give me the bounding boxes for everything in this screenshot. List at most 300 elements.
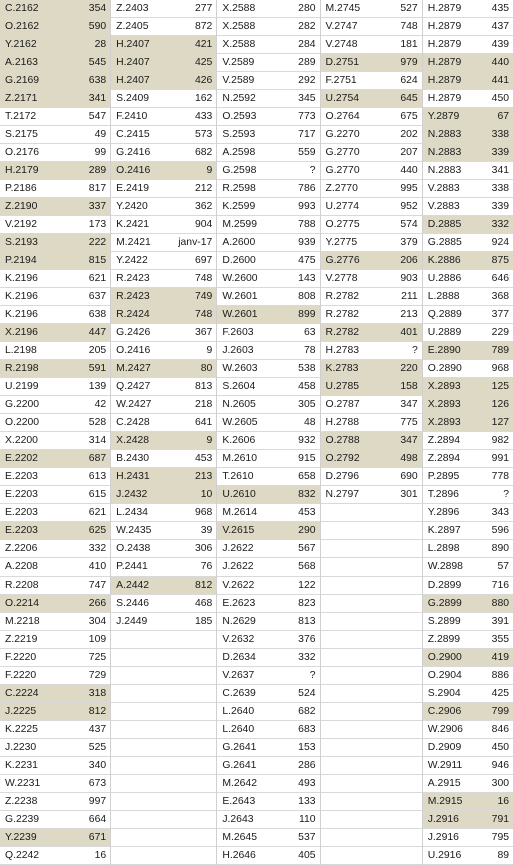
cell-identifier[interactable]: O.2593 [222, 111, 257, 123]
cell-value[interactable]: 823 [298, 597, 316, 609]
cell-value[interactable]: 658 [298, 471, 316, 483]
cell-identifier[interactable]: P.2895 [427, 471, 460, 483]
cell-value[interactable]: 110 [298, 813, 316, 825]
cell-value[interactable]: 717 [298, 129, 316, 141]
cell-identifier[interactable]: K.2606 [222, 435, 256, 447]
cell-identifier[interactable]: S.2175 [5, 129, 38, 141]
cell-identifier[interactable]: D.2751 [325, 57, 360, 69]
cell-identifier[interactable]: T.2610 [222, 471, 254, 483]
cell-value[interactable]: 133 [298, 795, 316, 807]
cell-value[interactable]: 301 [400, 489, 418, 501]
cell-value[interactable]: 786 [298, 183, 316, 195]
cell-value[interactable]: 596 [491, 525, 510, 537]
cell-value[interactable]: 345 [298, 93, 316, 105]
cell-value[interactable]: 158 [400, 381, 418, 393]
cell-identifier[interactable]: O.2787 [325, 399, 360, 411]
cell-identifier[interactable]: H.2879 [427, 93, 462, 105]
cell-identifier[interactable]: R.2423 [116, 273, 150, 285]
cell-identifier[interactable]: W.2435 [116, 525, 152, 537]
cell-value[interactable]: 453 [298, 507, 316, 519]
cell-value[interactable]: 773 [298, 111, 316, 123]
cell-identifier[interactable]: K.2231 [5, 759, 38, 771]
cell-identifier[interactable]: T.2896 [427, 489, 459, 501]
cell-value[interactable]: 725 [88, 651, 107, 663]
cell-identifier[interactable]: N.2883 [427, 165, 462, 177]
cell-identifier[interactable]: M.2421 [116, 237, 151, 249]
cell-identifier[interactable]: R.2782 [325, 309, 360, 321]
cell-value[interactable]: 453 [194, 453, 213, 465]
cell-value[interactable]: 493 [298, 777, 316, 789]
cell-value[interactable]: 305 [298, 399, 316, 411]
cell-value[interactable]: 76 [200, 561, 213, 573]
cell-identifier[interactable]: P.2186 [5, 183, 37, 195]
cell-identifier[interactable]: M.2218 [5, 615, 40, 627]
cell-identifier[interactable]: J.2622 [222, 561, 254, 573]
cell-value[interactable]: 338 [491, 183, 510, 195]
cell-identifier[interactable]: F.2603 [222, 327, 254, 339]
cell-value[interactable]: 220 [400, 363, 418, 375]
cell-identifier[interactable]: S.2604 [222, 381, 256, 393]
cell-identifier[interactable]: J.2230 [5, 741, 37, 753]
cell-value[interactable]: 125 [491, 381, 510, 393]
cell-identifier[interactable]: H.2646 [222, 849, 256, 861]
cell-identifier[interactable]: B.2430 [116, 453, 150, 465]
cell-value[interactable]: 218 [194, 399, 213, 411]
cell-value[interactable]: 143 [298, 273, 316, 285]
cell-value[interactable]: 748 [194, 309, 213, 321]
cell-value[interactable]: 697 [194, 255, 213, 267]
cell-value[interactable]: 127 [491, 417, 510, 429]
cell-value[interactable]: 527 [400, 3, 418, 14]
cell-value[interactable]: 749 [194, 291, 213, 303]
cell-identifier[interactable]: N.2592 [222, 93, 256, 105]
cell-identifier[interactable]: G.2598 [222, 165, 257, 177]
cell-identifier[interactable]: S.2409 [116, 93, 150, 105]
cell-value[interactable]: 229 [491, 327, 510, 339]
cell-identifier[interactable]: N.2883 [427, 147, 462, 159]
cell-value[interactable]: 791 [491, 813, 510, 825]
cell-value[interactable]: 78 [303, 345, 316, 357]
cell-value[interactable]: 122 [298, 579, 316, 591]
cell-identifier[interactable]: Z.2894 [427, 435, 461, 447]
cell-value[interactable]: 289 [298, 57, 316, 69]
cell-value[interactable]: 682 [194, 147, 213, 159]
cell-identifier[interactable]: J.2916 [427, 813, 459, 825]
cell-value[interactable]: 185 [194, 615, 213, 627]
cell-value[interactable]: 282 [298, 21, 316, 33]
cell-identifier[interactable]: S.2446 [116, 597, 150, 609]
cell-value[interactable]: 377 [491, 309, 510, 321]
cell-value[interactable]: 450 [491, 93, 510, 105]
cell-value[interactable]: 778 [491, 471, 510, 483]
cell-identifier[interactable]: E.2203 [5, 471, 38, 483]
cell-identifier[interactable]: G.2426 [116, 327, 151, 339]
cell-identifier[interactable]: C.2162 [5, 3, 39, 14]
cell-value[interactable]: 574 [400, 219, 418, 231]
cell-identifier[interactable]: P.2441 [116, 561, 148, 573]
cell-identifier[interactable]: C.2224 [5, 687, 39, 699]
cell-value[interactable]: 952 [400, 201, 418, 213]
cell-value[interactable]: 637 [88, 291, 107, 303]
cell-value[interactable]: 332 [298, 651, 316, 663]
cell-value[interactable]: 139 [88, 381, 107, 393]
cell-value[interactable]: 213 [194, 471, 213, 483]
cell-value[interactable]: 437 [88, 723, 107, 735]
cell-identifier[interactable]: H.2879 [427, 3, 462, 14]
cell-value[interactable]: 573 [194, 129, 213, 141]
cell-value[interactable]: 289 [88, 165, 107, 177]
cell-identifier[interactable]: L.2198 [5, 345, 37, 357]
cell-identifier[interactable]: V.2748 [325, 39, 358, 51]
cell-identifier[interactable]: N.2629 [222, 615, 256, 627]
cell-identifier[interactable]: W.2898 [427, 561, 463, 573]
cell-identifier[interactable]: Q.2889 [427, 309, 462, 321]
cell-identifier[interactable]: L.2640 [222, 723, 255, 735]
cell-identifier[interactable]: K.2196 [5, 273, 38, 285]
cell-identifier[interactable]: X.2428 [116, 435, 150, 447]
cell-identifier[interactable]: Z.2206 [5, 543, 38, 555]
cell-value[interactable]: 993 [298, 201, 316, 213]
cell-value[interactable]: 788 [298, 219, 316, 231]
cell-value[interactable]: 206 [400, 255, 418, 267]
cell-value[interactable]: 817 [88, 183, 107, 195]
cell-value[interactable]: 332 [491, 219, 510, 231]
cell-identifier[interactable]: W.2601 [222, 291, 258, 303]
cell-identifier[interactable]: R.2423 [116, 291, 150, 303]
cell-identifier[interactable]: V.2632 [222, 633, 255, 645]
cell-identifier[interactable]: R.2598 [222, 183, 256, 195]
cell-value[interactable]: 338 [491, 129, 510, 141]
cell-identifier[interactable]: Y.2162 [5, 39, 37, 51]
cell-identifier[interactable]: V.2637 [222, 669, 255, 681]
cell-value[interactable]: 458 [298, 381, 316, 393]
cell-identifier[interactable]: W.2601 [222, 309, 258, 321]
cell-value[interactable]: 886 [491, 669, 510, 681]
cell-identifier[interactable]: Y.2879 [427, 111, 460, 123]
cell-value[interactable]: ? [411, 345, 418, 357]
cell-identifier[interactable]: U.2754 [325, 93, 360, 105]
cell-value[interactable]: 440 [491, 57, 510, 69]
cell-identifier[interactable]: L.2434 [116, 507, 148, 519]
cell-identifier[interactable]: Y.2420 [116, 201, 148, 213]
cell-value[interactable]: 939 [298, 237, 316, 249]
cell-identifier[interactable]: X.2200 [5, 435, 38, 447]
cell-identifier[interactable]: H.2783 [325, 345, 360, 357]
cell-value[interactable]: 815 [88, 255, 107, 267]
cell-identifier[interactable]: X.2893 [427, 399, 461, 411]
cell-identifier[interactable]: R.2424 [116, 309, 150, 321]
cell-value[interactable]: 813 [194, 381, 213, 393]
cell-identifier[interactable]: K.2886 [427, 255, 461, 267]
cell-value[interactable]: 613 [88, 471, 107, 483]
cell-value[interactable]: 63 [303, 327, 316, 339]
cell-identifier[interactable]: W.2906 [427, 723, 463, 735]
cell-value[interactable]: 391 [491, 615, 510, 627]
cell-identifier[interactable]: L.2898 [427, 543, 460, 555]
cell-value[interactable]: 547 [88, 111, 107, 123]
cell-identifier[interactable]: M.2642 [222, 777, 257, 789]
cell-identifier[interactable]: S.2904 [427, 687, 461, 699]
cell-identifier[interactable]: Y.2775 [325, 237, 358, 249]
cell-value[interactable]: 716 [491, 579, 510, 591]
cell-identifier[interactable]: M.2610 [222, 453, 257, 465]
cell-value[interactable]: 28 [94, 39, 107, 51]
cell-value[interactable]: 67 [497, 111, 510, 123]
cell-identifier[interactable]: K.2599 [222, 201, 256, 213]
cell-identifier[interactable]: D.2600 [222, 255, 256, 267]
cell-value[interactable]: 645 [400, 93, 418, 105]
cell-value[interactable]: 683 [298, 723, 316, 735]
cell-identifier[interactable]: H.2788 [325, 417, 360, 429]
cell-value[interactable]: 441 [491, 75, 510, 87]
cell-value[interactable]: 924 [491, 237, 510, 249]
cell-value[interactable]: 205 [88, 345, 107, 357]
cell-value[interactable]: 671 [88, 831, 107, 843]
cell-identifier[interactable]: C.2428 [116, 417, 150, 429]
cell-identifier[interactable]: A.2598 [222, 147, 256, 159]
cell-identifier[interactable]: J.2916 [427, 831, 459, 843]
cell-value[interactable]: 405 [298, 849, 316, 861]
cell-identifier[interactable]: S.2899 [427, 615, 461, 627]
cell-identifier[interactable]: H.2407 [116, 39, 150, 51]
cell-identifier[interactable]: V.2883 [427, 201, 460, 213]
cell-identifier[interactable]: Z.2238 [5, 795, 38, 807]
cell-identifier[interactable]: U.2774 [325, 201, 360, 213]
cell-identifier[interactable]: M.2427 [116, 363, 151, 375]
cell-value[interactable]: 813 [298, 615, 316, 627]
cell-identifier[interactable]: X.2893 [427, 381, 461, 393]
cell-value[interactable]: janv-17 [178, 237, 213, 249]
cell-identifier[interactable]: O.2775 [325, 219, 360, 231]
cell-value[interactable]: 16 [94, 849, 107, 861]
cell-value[interactable]: 126 [491, 399, 510, 411]
cell-identifier[interactable]: C.2415 [116, 129, 150, 141]
cell-value[interactable]: 468 [194, 597, 213, 609]
cell-value[interactable]: 354 [88, 3, 107, 14]
cell-value[interactable]: 162 [194, 93, 213, 105]
cell-identifier[interactable]: E.2643 [222, 795, 256, 807]
cell-identifier[interactable]: G.2169 [5, 75, 40, 87]
cell-identifier[interactable]: Z.2171 [5, 93, 38, 105]
cell-value[interactable]: 664 [88, 813, 107, 825]
cell-value[interactable]: 890 [491, 543, 510, 555]
cell-identifier[interactable]: U.2785 [325, 381, 360, 393]
cell-identifier[interactable]: H.2879 [427, 75, 462, 87]
cell-value[interactable]: 638 [88, 75, 107, 87]
cell-identifier[interactable]: R.2198 [5, 363, 39, 375]
cell-value[interactable]: 528 [88, 417, 107, 429]
cell-identifier[interactable]: H.2179 [5, 165, 39, 177]
cell-identifier[interactable]: X.2196 [5, 327, 38, 339]
cell-value[interactable]: 425 [491, 687, 510, 699]
cell-value[interactable]: 997 [88, 795, 107, 807]
cell-value[interactable]: 748 [194, 273, 213, 285]
cell-identifier[interactable]: J.2622 [222, 543, 254, 555]
cell-value[interactable]: 314 [88, 435, 107, 447]
cell-identifier[interactable]: O.2438 [116, 543, 151, 555]
cell-value[interactable]: 982 [491, 435, 510, 447]
cell-value[interactable]: 915 [298, 453, 316, 465]
cell-value[interactable]: 567 [298, 543, 316, 555]
cell-value[interactable]: 537 [298, 831, 316, 843]
cell-identifier[interactable]: E.2419 [116, 183, 150, 195]
cell-identifier[interactable]: V.2883 [427, 183, 460, 195]
cell-value[interactable]: 367 [194, 327, 213, 339]
cell-value[interactable]: 419 [491, 651, 510, 663]
cell-value[interactable]: 153 [298, 741, 316, 753]
cell-value[interactable]: 440 [400, 165, 418, 177]
cell-value[interactable]: 10 [200, 489, 213, 501]
cell-identifier[interactable]: L.2640 [222, 705, 255, 717]
cell-identifier[interactable]: O.2200 [5, 417, 40, 429]
cell-value[interactable]: 318 [88, 687, 107, 699]
cell-value[interactable]: 109 [88, 633, 107, 645]
cell-identifier[interactable]: E.2203 [5, 489, 38, 501]
cell-identifier[interactable]: V.2589 [222, 57, 255, 69]
cell-value[interactable]: 690 [400, 471, 418, 483]
cell-value[interactable]: 379 [400, 237, 418, 249]
cell-identifier[interactable]: Q.2242 [5, 849, 40, 861]
cell-identifier[interactable]: W.2605 [222, 417, 258, 429]
cell-value[interactable]: 306 [194, 543, 213, 555]
cell-value[interactable]: 991 [491, 453, 510, 465]
cell-identifier[interactable]: X.2893 [427, 417, 461, 429]
cell-value[interactable]: 880 [491, 597, 510, 609]
cell-identifier[interactable]: Z.2219 [5, 633, 38, 645]
cell-identifier[interactable]: U.2610 [222, 489, 256, 501]
cell-identifier[interactable]: R.2782 [325, 291, 360, 303]
cell-value[interactable]: 545 [88, 57, 107, 69]
cell-identifier[interactable]: Y.2239 [5, 831, 37, 843]
cell-identifier[interactable]: V.2622 [222, 579, 255, 591]
cell-identifier[interactable]: Q.2427 [116, 381, 151, 393]
cell-value[interactable]: 641 [194, 417, 213, 429]
cell-identifier[interactable]: W.2911 [427, 759, 463, 771]
cell-value[interactable]: 624 [400, 75, 418, 87]
cell-identifier[interactable]: D.2796 [325, 471, 360, 483]
cell-identifier[interactable]: Z.2405 [116, 21, 149, 33]
cell-identifier[interactable]: R.2208 [5, 579, 39, 591]
cell-identifier[interactable]: Z.2894 [427, 453, 461, 465]
cell-identifier[interactable]: W.2600 [222, 273, 258, 285]
cell-identifier[interactable]: A.2915 [427, 777, 461, 789]
cell-value[interactable]: 808 [298, 291, 316, 303]
cell-identifier[interactable]: J.2432 [116, 489, 148, 501]
cell-identifier[interactable]: O.2214 [5, 597, 40, 609]
cell-identifier[interactable]: E.2203 [5, 525, 38, 537]
cell-value[interactable]: 932 [298, 435, 316, 447]
cell-value[interactable]: 340 [88, 759, 107, 771]
cell-identifier[interactable]: X.2588 [222, 3, 256, 14]
cell-value[interactable]: 211 [401, 291, 418, 303]
cell-value[interactable]: 638 [88, 309, 107, 321]
cell-identifier[interactable]: U.2886 [427, 273, 462, 285]
cell-value[interactable]: 425 [194, 57, 213, 69]
cell-identifier[interactable]: H.2407 [116, 57, 150, 69]
cell-value[interactable]: 591 [88, 363, 107, 375]
cell-value[interactable]: 450 [491, 741, 510, 753]
cell-identifier[interactable]: O.2176 [5, 147, 40, 159]
cell-identifier[interactable]: A.2600 [222, 237, 256, 249]
cell-value[interactable]: 347 [400, 435, 418, 447]
cell-value[interactable]: 173 [88, 219, 107, 231]
cell-value[interactable]: 812 [88, 705, 107, 717]
cell-value[interactable]: 9 [206, 435, 213, 447]
cell-value[interactable]: 286 [298, 759, 316, 771]
cell-identifier[interactable]: H.2431 [116, 471, 150, 483]
cell-value[interactable]: 49 [94, 129, 107, 141]
cell-identifier[interactable]: K.2225 [5, 723, 38, 735]
cell-value[interactable]: 213 [400, 309, 418, 321]
cell-identifier[interactable]: E.2890 [427, 345, 461, 357]
cell-value[interactable]: 437 [491, 21, 510, 33]
cell-identifier[interactable]: K.2196 [5, 309, 38, 321]
cell-value[interactable]: 99 [94, 147, 107, 159]
cell-identifier[interactable]: F.2751 [325, 75, 357, 87]
cell-identifier[interactable]: O.2416 [116, 165, 151, 177]
cell-value[interactable]: 332 [88, 543, 107, 555]
cell-identifier[interactable]: G.2776 [325, 255, 360, 267]
cell-value[interactable]: 590 [88, 21, 107, 33]
cell-value[interactable]: 846 [491, 723, 510, 735]
cell-identifier[interactable]: M.2645 [222, 831, 257, 843]
cell-identifier[interactable]: K.2783 [325, 363, 359, 375]
cell-value[interactable]: 568 [298, 561, 316, 573]
cell-identifier[interactable]: G.2416 [116, 147, 151, 159]
cell-identifier[interactable]: M.2599 [222, 219, 257, 231]
cell-value[interactable]: 524 [298, 687, 316, 699]
cell-value[interactable]: 447 [88, 327, 107, 339]
cell-value[interactable]: 207 [400, 147, 418, 159]
cell-value[interactable]: 292 [298, 75, 316, 87]
cell-identifier[interactable]: G.2200 [5, 399, 40, 411]
cell-value[interactable]: 747 [88, 579, 107, 591]
cell-identifier[interactable]: H.2407 [116, 75, 150, 87]
cell-identifier[interactable]: F.2410 [116, 111, 148, 123]
cell-value[interactable]: 202 [400, 129, 418, 141]
cell-value[interactable]: 16 [497, 795, 510, 807]
cell-identifier[interactable]: W.2231 [5, 777, 41, 789]
cell-identifier[interactable]: U.2916 [427, 849, 462, 861]
cell-identifier[interactable]: G.2770 [325, 165, 360, 177]
cell-identifier[interactable]: Z.2899 [427, 633, 461, 645]
cell-identifier[interactable]: H.2879 [427, 57, 462, 69]
cell-identifier[interactable]: O.2890 [427, 363, 462, 375]
cell-value[interactable]: 347 [400, 399, 418, 411]
cell-value[interactable]: 362 [194, 201, 213, 213]
cell-identifier[interactable]: J.2603 [222, 345, 254, 357]
cell-value[interactable]: 979 [400, 57, 418, 69]
cell-identifier[interactable]: F.2220 [5, 669, 37, 681]
cell-value[interactable]: 341 [491, 165, 510, 177]
cell-identifier[interactable]: D.2909 [427, 741, 462, 753]
cell-value[interactable]: 559 [298, 147, 316, 159]
cell-value[interactable]: 621 [88, 507, 107, 519]
cell-value[interactable]: 339 [491, 201, 510, 213]
cell-value[interactable]: 9 [206, 165, 213, 177]
cell-value[interactable]: 812 [194, 579, 213, 591]
cell-identifier[interactable]: K.2897 [427, 525, 461, 537]
cell-identifier[interactable]: R.2782 [325, 327, 360, 339]
cell-identifier[interactable]: W.2603 [222, 363, 258, 375]
cell-identifier[interactable]: U.2889 [427, 327, 462, 339]
cell-identifier[interactable]: U.2199 [5, 381, 39, 393]
cell-identifier[interactable]: V.2747 [325, 21, 358, 33]
cell-value[interactable]: 799 [491, 705, 510, 717]
cell-identifier[interactable]: V.2615 [222, 525, 255, 537]
cell-identifier[interactable]: M.2915 [427, 795, 463, 807]
cell-identifier[interactable]: O.2792 [325, 453, 360, 465]
